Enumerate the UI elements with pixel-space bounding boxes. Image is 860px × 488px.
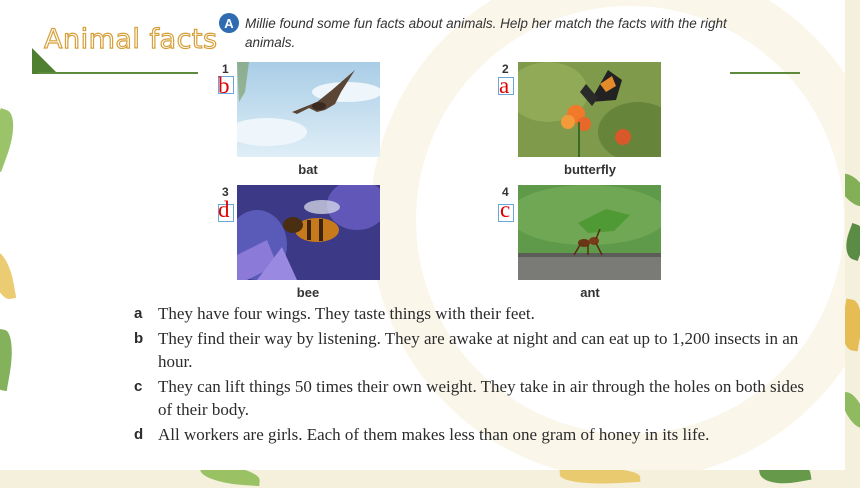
- page-title: Animal facts: [44, 24, 218, 55]
- leaf-decoration: [0, 249, 16, 302]
- fact-text: They can lift things 50 times their own weight. They take in air through the holes on both sides of their body.: [158, 377, 805, 419]
- animal-caption: butterfly: [564, 162, 616, 177]
- animal-caption: ant: [580, 285, 600, 300]
- item-number: 4: [502, 185, 509, 199]
- fact-letter: d: [134, 426, 144, 443]
- fact-item: [134, 327, 814, 373]
- item-number: 3: [222, 185, 229, 199]
- answer-letter: c: [500, 197, 511, 222]
- instruction-text: Millie found some fun facts about animals. Help her match the facts with the right animals.: [245, 16, 727, 50]
- fact-item: [134, 375, 814, 421]
- fact-item: [134, 302, 814, 325]
- answer-letter: b: [218, 73, 230, 98]
- butterfly-photo: [518, 62, 661, 157]
- fact-letter: a: [134, 305, 143, 322]
- bat-photo: [237, 62, 380, 157]
- item-number: 2: [502, 62, 509, 76]
- section-badge: A: [219, 13, 239, 33]
- fact-text: All workers are girls. Each of them makes less than one gram of honey in its life.: [158, 425, 710, 444]
- title-triangle: [32, 48, 58, 74]
- title-underline: [38, 72, 198, 74]
- fact-letter: b: [134, 330, 144, 347]
- facts-list: [134, 302, 814, 448]
- animal-caption: bat: [298, 162, 318, 177]
- fact-text: They have four wings. They taste things with their feet.: [158, 304, 535, 323]
- answer-letter: a: [499, 73, 510, 98]
- fact-item: [134, 423, 814, 446]
- answer-letter: d: [218, 197, 230, 222]
- divider-line: [730, 72, 800, 74]
- ant-photo: [518, 185, 661, 280]
- fact-text: They find their way by listening. They are awake at night and can eat up to 1,200 insects in an hour.: [158, 329, 799, 371]
- fact-letter: c: [134, 378, 143, 395]
- bee-photo: [237, 185, 380, 280]
- leaf-decoration: [0, 108, 22, 172]
- animal-caption: bee: [296, 285, 320, 300]
- item-number: 1: [222, 62, 229, 76]
- leaf-decoration: [0, 329, 17, 391]
